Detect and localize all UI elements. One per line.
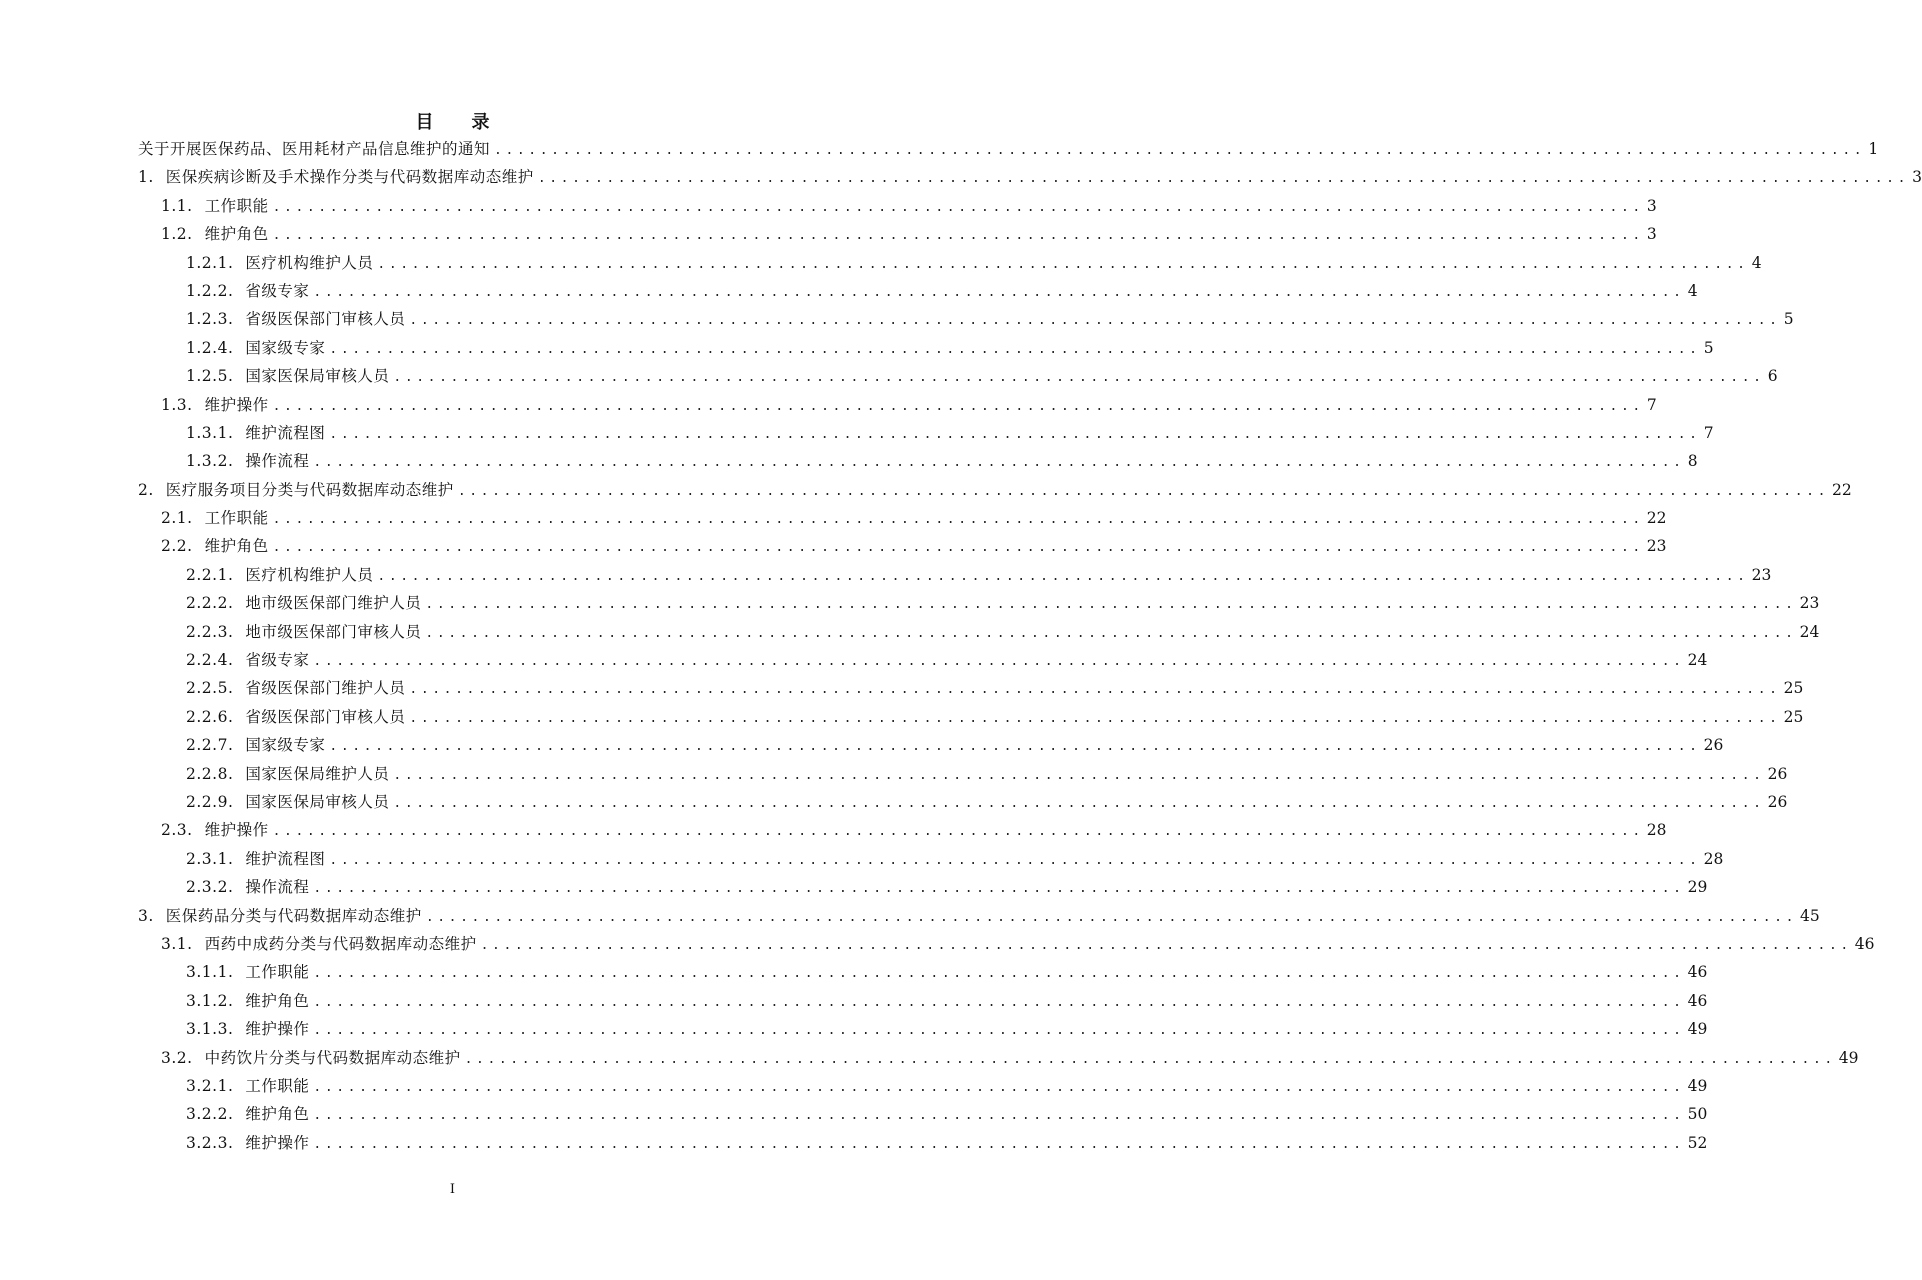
toc-entry-number: 1.2.3. [186,310,234,329]
toc-entry-page: 1 [1868,140,1879,158]
toc-entry[interactable] [138,561,1772,589]
toc-entry-number: 2.2.7. [186,736,234,755]
toc-entry-number: 1.2. [161,225,193,244]
toc-dot-leader: ........................................................................................................................ [393,767,1765,783]
toc-entry-number: 3.2.2. [186,1105,234,1124]
toc-entry-number: 2.2.6. [186,707,234,726]
toc-dot-leader: ........................................................................................................................ [409,710,1781,726]
toc-entry-page: 26 [1767,764,1788,783]
toc-entry-title: 省级专家 [245,651,310,670]
toc-entry-title: 工作职能 [204,196,269,215]
toc-dot-leader: ........................................................................................................................ [272,398,1644,414]
toc-entry-title: 维护操作 [245,1020,310,1039]
toc-entry-page: 24 [1799,622,1820,641]
toc-dot-leader: ........................................................................................................................ [313,1108,1685,1124]
toc-entry-page: 49 [1687,1076,1708,1095]
toc-entry[interactable] [138,987,1708,1015]
toc-entry-page: 46 [1687,991,1708,1010]
toc-entry-title: 国家级专家 [245,338,326,357]
toc-dot-leader: ........................................................................................................................ [272,199,1644,215]
toc-entry[interactable] [138,816,1667,844]
toc-entry-page: 8 [1687,452,1698,471]
toc-entry-title: 维护流程图 [245,423,326,442]
toc-entry-title: 省级医保部门审核人员 [245,310,406,329]
toc-entry-number: 3.1.3. [186,1020,234,1039]
toc-entry-number: 3.2.3. [186,1133,234,1152]
toc-entry[interactable] [138,646,1708,674]
toc-entry-page: 29 [1687,878,1708,897]
toc-entry-number: 1. [138,168,154,187]
toc-entry[interactable] [138,277,1698,305]
toc-entry[interactable] [138,589,1820,617]
toc-dot-leader: ........................................................................................................................ [494,143,1866,158]
toc-dot-leader: ........................................................................................................................ [457,483,1830,499]
toc-entry-title: 维护操作 [204,821,269,840]
toc-dot-leader: ........................................................................................................................ [409,682,1781,698]
toc-entry-page: 3 [1912,168,1922,187]
toc-entry-number: 3.2. [161,1048,193,1067]
toc-entry[interactable] [138,220,1657,248]
toc-entry-title: 维护操作 [204,395,269,414]
toc-dot-leader: ........................................................................................................................ [313,1079,1685,1095]
toc-dot-leader: ........................................................................................................................ [329,852,1701,868]
toc-entry-number: 2.1. [161,509,193,528]
toc-entry-page: 50 [1687,1105,1708,1124]
toc-entry[interactable] [138,930,1875,958]
toc-entry-page: 25 [1783,679,1804,698]
toc-entry[interactable] [138,532,1667,560]
toc-dot-leader: ........................................................................................................................ [313,1023,1685,1039]
toc-entry-number: 2.3.1. [186,849,234,868]
toc-entry-title: 医保疾病诊断及手术操作分类与代码数据库动态维护 [165,168,534,187]
toc-entry-number: 1.2.1. [186,253,234,272]
toc-entry-number: 2. [138,480,154,499]
toc-entry-page: 4 [1751,253,1762,272]
toc-entry-number: 1.2.2. [186,281,234,300]
toc-entry-title: 工作职能 [245,963,310,982]
page-number: I [449,1182,456,1197]
toc-entry-number: 1.1. [161,196,193,215]
toc-entry-page: 3 [1646,225,1657,244]
toc-entry[interactable] [138,1072,1708,1100]
toc-dot-leader: ........................................................................................................................ [393,370,1765,386]
toc-entry-title: 国家医保局审核人员 [245,367,390,386]
toc-entry-page: 26 [1767,792,1788,811]
toc-entry[interactable] [138,618,1820,646]
toc-entry-title: 中药饮片分类与代码数据库动态维护 [204,1048,461,1067]
toc-entry-number: 3.1.2. [186,991,234,1010]
toc-entry-number: 1.3.2. [186,452,234,471]
toc-dot-leader: ........................................................................................................................ [313,284,1685,300]
toc-entry-page: 28 [1703,849,1724,868]
toc-entry[interactable] [138,391,1657,419]
toc-entry-page: 25 [1783,707,1804,726]
toc-dot-leader: ........................................................................................................................ [329,739,1701,755]
toc-entry-page: 22 [1832,480,1852,499]
toc-entry-page: 23 [1751,565,1772,584]
toc-entry-page: 7 [1646,395,1657,414]
toc-entry-title: 维护角色 [245,1105,310,1124]
toc-title: 目 录 [415,112,500,133]
toc-dot-leader: ........................................................................................................................ [313,654,1685,670]
toc-dot-leader: ........................................................................................................................ [272,512,1644,528]
toc-entry[interactable] [138,1044,1859,1072]
toc-entry-page: 28 [1646,821,1667,840]
toc-entry-title: 工作职能 [204,509,269,528]
toc-entry-page: 23 [1646,537,1667,556]
toc-entry-title: 医疗服务项目分类与代码数据库动态维护 [165,480,454,499]
toc-dot-leader: ........................................................................................................................ [393,795,1765,811]
toc-entry-number: 2.2.8. [186,764,234,783]
toc-entry-page: 23 [1799,594,1820,613]
toc-entry-page: 49 [1838,1048,1859,1067]
toc-entry-number: 3. [138,906,154,925]
toc-entry-title: 省级专家 [245,281,310,300]
toc-entry-number: 1.2.5. [186,367,234,386]
toc-entry-page: 5 [1783,310,1794,329]
toc-entry-title: 维护流程图 [245,849,326,868]
toc-dot-leader: ........................................................................................................................ [377,568,1749,584]
toc-entry-page: 46 [1687,963,1708,982]
toc-entry-page: 46 [1854,934,1875,953]
toc-dot-leader: ........................................................................................................................ [313,966,1685,982]
toc-entry-title: 国家医保局审核人员 [245,792,390,811]
toc-entry-page: 49 [1687,1020,1708,1039]
toc-dot-leader: ........................................................................................................................ [313,881,1685,897]
toc-dot-leader: ........................................................................................................................ [425,909,1798,925]
toc-entry[interactable] [138,249,1762,277]
toc-dot-leader: ........................................................................................................................ [537,171,1910,187]
toc-dot-leader: ........................................................................................................................ [464,1051,1836,1067]
toc-entry-number: 2.2.5. [186,679,234,698]
toc-entry-title: 西药中成药分类与代码数据库动态维护 [204,934,477,953]
toc-entry-page: 5 [1703,338,1714,357]
toc-entry-title: 工作职能 [245,1076,310,1095]
toc-entry-page: 52 [1687,1133,1708,1152]
toc-entry[interactable] [138,447,1698,475]
toc-entry-title: 维护操作 [245,1133,310,1152]
toc-entry-number: 3.1. [161,934,193,953]
toc-dot-leader: ........................................................................................................................ [272,824,1644,840]
toc-entry[interactable] [138,1129,1708,1157]
toc-entry-number: 2.2.1. [186,565,234,584]
toc-entry-title: 地市级医保部门审核人员 [245,622,422,641]
toc-entry[interactable] [138,504,1667,532]
toc-entry-number: 2.2.4. [186,651,234,670]
toc-entry[interactable] [138,760,1788,788]
toc-entry[interactable] [138,1015,1708,1043]
toc-dot-leader: ........................................................................................................................ [329,341,1701,357]
toc-entry-page: 4 [1687,281,1698,300]
toc-entry-number: 3.2.1. [186,1076,234,1095]
toc-entry-number: 2.2.9. [186,792,234,811]
toc-entry-page: 3 [1646,196,1657,215]
toc-entry[interactable] [138,873,1708,901]
toc-entry[interactable] [138,731,1724,759]
toc-dot-leader: ........................................................................................................................ [313,994,1685,1010]
toc-entry-title: 省级医保部门审核人员 [245,707,406,726]
toc-entry[interactable] [138,305,1794,333]
toc-entry-page: 45 [1800,906,1820,925]
toc-dot-leader: ........................................................................................................................ [425,597,1797,613]
toc-entry-page: 24 [1687,651,1708,670]
toc-entry-title: 国家级专家 [245,736,326,755]
toc-entry[interactable] [138,362,1778,390]
toc-entry-title: 医疗机构维护人员 [245,253,374,272]
toc-entry-number: 2.3. [161,821,193,840]
toc-entry-number: 2.3.2. [186,878,234,897]
toc-entry[interactable] [138,674,1804,702]
toc-dot-leader: ........................................................................................................................ [313,1136,1685,1152]
toc-entry-title: 操作流程 [245,452,310,471]
toc-entry[interactable] [138,902,1820,930]
toc-entry-title: 地市级医保部门维护人员 [245,594,422,613]
toc-dot-leader: ........................................................................................................................ [425,625,1797,641]
toc-entry-number: 3.1.1. [186,963,234,982]
toc-entry-title: 维护角色 [204,537,269,556]
toc-entry-title: 关于开展医保药品、医用耗材产品信息维护的通知 [138,140,491,158]
toc-entry-page: 22 [1646,509,1667,528]
toc-dot-leader: ........................................................................................................................ [329,426,1701,442]
toc-entry-page: 26 [1703,736,1724,755]
table-of-contents [138,135,1922,1157]
toc-entry[interactable] [138,788,1788,816]
toc-dot-leader: ........................................................................................................................ [313,455,1685,471]
toc-entry[interactable] [138,1100,1708,1128]
toc-entry[interactable] [138,135,1879,163]
toc-entry-page: 6 [1767,367,1778,386]
toc-entry-number: 2.2.3. [186,622,234,641]
toc-entry-title: 省级医保部门维护人员 [245,679,406,698]
toc-entry-title: 维护角色 [245,991,310,1010]
toc-entry[interactable] [138,845,1724,873]
toc-entry-title: 医疗机构维护人员 [245,565,374,584]
toc-entry-title: 操作流程 [245,878,310,897]
toc-entry-number: 1.3.1. [186,423,234,442]
toc-entry[interactable] [138,703,1804,731]
toc-entry[interactable] [138,192,1657,220]
toc-entry[interactable] [138,419,1714,447]
toc-entry[interactable] [138,958,1708,986]
toc-entry-title: 维护角色 [204,225,269,244]
toc-entry[interactable] [138,163,1922,191]
toc-entry-number: 2.2. [161,537,193,556]
toc-entry-number: 1.2.4. [186,338,234,357]
toc-entry[interactable] [138,334,1714,362]
toc-dot-leader: ........................................................................................................................ [272,540,1644,556]
toc-entry-number: 1.3. [161,395,193,414]
toc-entry-number: 2.2.2. [186,594,234,613]
toc-entry-title: 国家医保局维护人员 [245,764,390,783]
toc-dot-leader: ........................................................................................................................ [409,313,1781,329]
toc-dot-leader: ........................................................................................................................ [480,937,1852,953]
toc-entry-page: 7 [1703,423,1714,442]
toc-dot-leader: ........................................................................................................................ [377,256,1749,272]
toc-entry[interactable] [138,476,1852,504]
toc-dot-leader: ........................................................................................................................ [272,228,1644,244]
toc-entry-title: 医保药品分类与代码数据库动态维护 [165,906,422,925]
